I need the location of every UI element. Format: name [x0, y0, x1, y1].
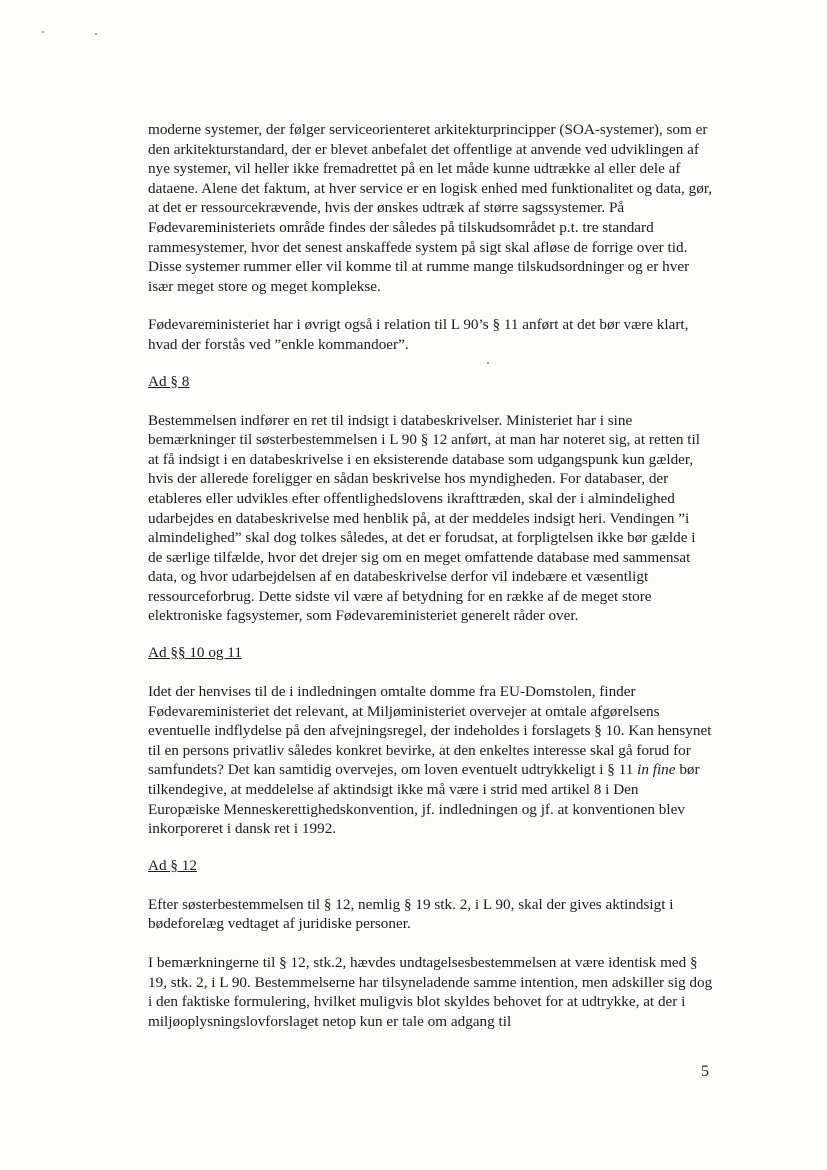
section-12-paragraph-1: Efter søsterbestemmelsen til § 12, nemlig § 19 stk. 2, i L 90, skal der gives aktindsigt i bødeforelæg vedtaget af juridiske personer. [148, 895, 674, 933]
section-10-11-text [148, 682, 713, 839]
scan-speck [42, 31, 44, 33]
section-12-heading-wrap [148, 856, 713, 876]
section-10-11-heading-wrap [148, 643, 713, 663]
section-12-heading: Ad § 12 [148, 856, 197, 874]
section-10-11-text-part-1: Idet der henvises til de i indledningen omtalte domme fra EU-Domstolen, finder Fødevareministeriet det relevant, at Miljøministeriet overvejer at omtale afgørelsens eventuelle indflydelse på den afvejningsregel, der indeholdes i forslagets § 10. Kan hensynet til en persons privatliv således konkret bevirke, at den enkeltes interesse skal gå forud for samfundets? Det kan samtidig overvejes, om loven eventuelt udtrykkeligt i § 11 [148, 683, 712, 779]
intro-paragraph-2: Fødevareministeriet har i øvrigt også i relation til L 90’s § 11 anført at det bør være klart, hvad der forstås ved ”enkle kommandoer”. [148, 316, 689, 353]
section-8-text: Bestemmelsen indfører en ret til indsigt i databeskrivelser. Ministeriet har i sine bemærkninger til søsterbestemmelsen i L 90 § 12 anført, at man har noteret sig, at retten til at få indsigt i en databeskrivelse i en eksisterende database som udgangspunk kun gælder, hvis der allerede foreligger en sådan beskrivelse hos myndigheden. For databaser, der etableres eller udvikles efter offentlighedslovens ikrafttræden, skal der i almindelighed udarbejdes en databeskrivelse med henblik på, at der meddeles indsigt heri. Vendingen ”i almindelighed” skal dog tolkes således, at det er forudsat, at forpligtelsen ikke bør gælde i de særlige tilfælde, hvor det drejer sig om en meget omfattende database med sammensat data, og hvor udarbejdelsen af en databeskrivelse derfor vil indebære et væsentligt ressourceforbrug. Dette sidste vil være af betydning for en række af de meget store elektroniske fagsystemer, som Fødevareministeriet generelt råder over. [148, 411, 700, 625]
section-10-11-text-part-2: bør tilkendegive, at meddelelse af aktindsigt ikke må være i strid med artikel 8 i Den Europæiske Menneskerettighedskonvention, jf. indledningen og jf. at konventionen blev inkorporeret i dansk ret i 1992. [148, 761, 700, 838]
section-12-paragraph-2: I bemærkningerne til § 12, stk.2, hævdes undtagelsesbestemmelsen at være identisk med § 19, stk. 2, i L 90. Bestemmelserne har tilsyneladende samme intention, men adskiller sig dog i den faktiske formulering, hvilket muligvis blot skyldes behovet for at udtrykke, at der i miljøoplysningslovforslaget netop kun er tale om adgang til [148, 954, 713, 1030]
section-8-heading: Ad § 8 [148, 372, 190, 390]
section-10-11-italic-term: in fine [637, 761, 676, 779]
page-number: 5 [701, 1063, 709, 1080]
document-body [148, 120, 713, 1031]
intro-paragraph-1: moderne systemer, der følger serviceorienteret arkitekturprincipper (SOA-systemer), som er den arkitekturstandard, der er blevet anbefalet det offentlige at anvende ved udviklingen af nye systemer, vil heller ikke fremadrettet på en let måde kunne udtrække al eller dele af dataene. Alene det faktum, at hver service er en logisk enhed med funktionalitet og data, gør, at det er ressourcekrævende, hvis der ønskes udtræk af større sagssystemer. På Fødevareministeriets område findes der således på tilskudsområdet p.t. tre standard rammesystemer, hvor det senest anskaffede system på sigt skal afløse de forrige over tid. Disse systemer rummer eller vil komme til at rumme mange tilskudsordninger og er hver især meget store og meget komplekse. [148, 121, 713, 295]
section-8-heading-wrap [148, 372, 713, 392]
section-10-11-heading: Ad §§ 10 og 11 [148, 644, 242, 662]
scan-speck [95, 33, 97, 35]
